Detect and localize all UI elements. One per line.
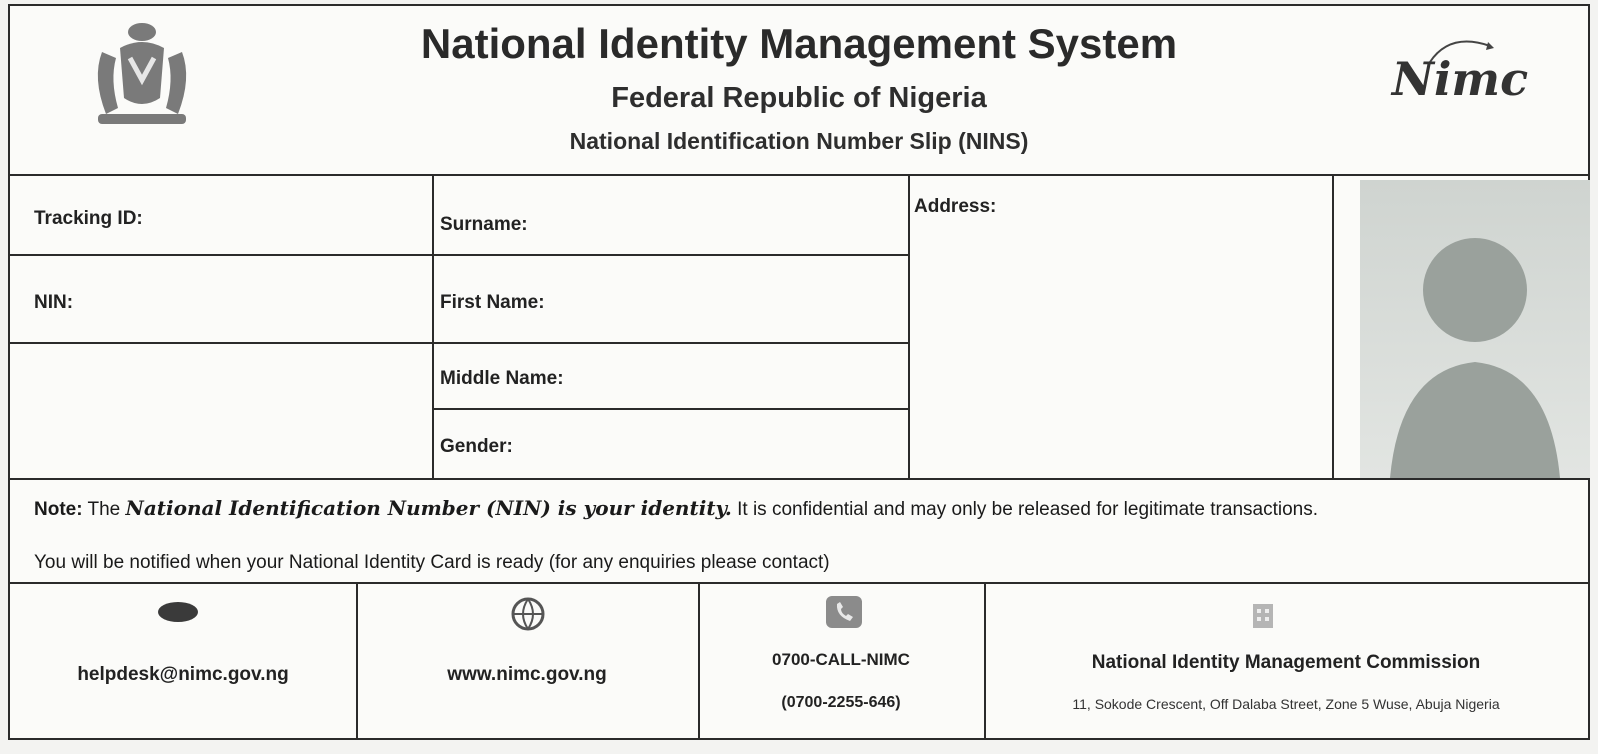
grid-divider [432, 174, 434, 480]
note-emphasis: National Identification Number (NIN) is your identity. [125, 496, 732, 520]
phone-text: 0700-CALL-NIMC [772, 650, 910, 669]
contact-divider [356, 582, 358, 738]
tracking-id-label: Tracking ID: [34, 208, 143, 229]
gender-label: Gender: [440, 436, 513, 457]
phone-icon [824, 594, 864, 630]
nimc-logo [1390, 32, 1530, 122]
building-icon [1250, 600, 1276, 630]
row-divider [10, 582, 1588, 584]
phone-digits-text: (0700-2255-646) [781, 694, 901, 711]
photo-placeholder [1360, 180, 1590, 478]
org-address-text: 11, Sokode Crescent, Off Dalaba Street, Zone 5 Wuse, Abuja Nigeria [1072, 696, 1500, 712]
row-divider [10, 478, 1588, 480]
logo-text: Nimc [1391, 52, 1529, 106]
org-name-text: National Identity Management Commission [1091, 652, 1481, 673]
nin-label: NIN: [34, 292, 74, 313]
email-text: helpdesk@nimc.gov.ng [77, 664, 289, 685]
note-line-1 [34, 496, 1318, 521]
nin-slip [8, 4, 1590, 740]
slip-name: National Identification Number Slip (NINS) [569, 128, 1029, 154]
middle-name-label: Middle Name: [440, 368, 564, 389]
row-divider [10, 254, 908, 256]
globe-icon [508, 596, 548, 632]
row-divider [10, 342, 908, 344]
note-line-2: You will be notified when your National Identity Card is ready (for any enquiries please contact) [34, 552, 830, 573]
grid-divider [908, 174, 910, 480]
first-name-label: First Name: [440, 292, 545, 313]
slip-header [10, 6, 1588, 176]
country-subtitle: Federal Republic of Nigeria [611, 82, 987, 114]
note-the: The [87, 499, 121, 520]
website-text: www.nimc.gov.ng [447, 664, 607, 685]
address-label: Address: [914, 196, 997, 217]
page-title: National Identity Management System [420, 20, 1178, 67]
person-silhouette-icon [1360, 180, 1590, 478]
note-rest: It is confidential and may only be released for legitimate transactions. [737, 499, 1318, 520]
surname-label: Surname: [440, 214, 528, 235]
email-icon [156, 600, 200, 624]
note-prefix: Note: [34, 499, 83, 520]
row-divider [432, 408, 908, 410]
grid-divider [1332, 174, 1334, 480]
